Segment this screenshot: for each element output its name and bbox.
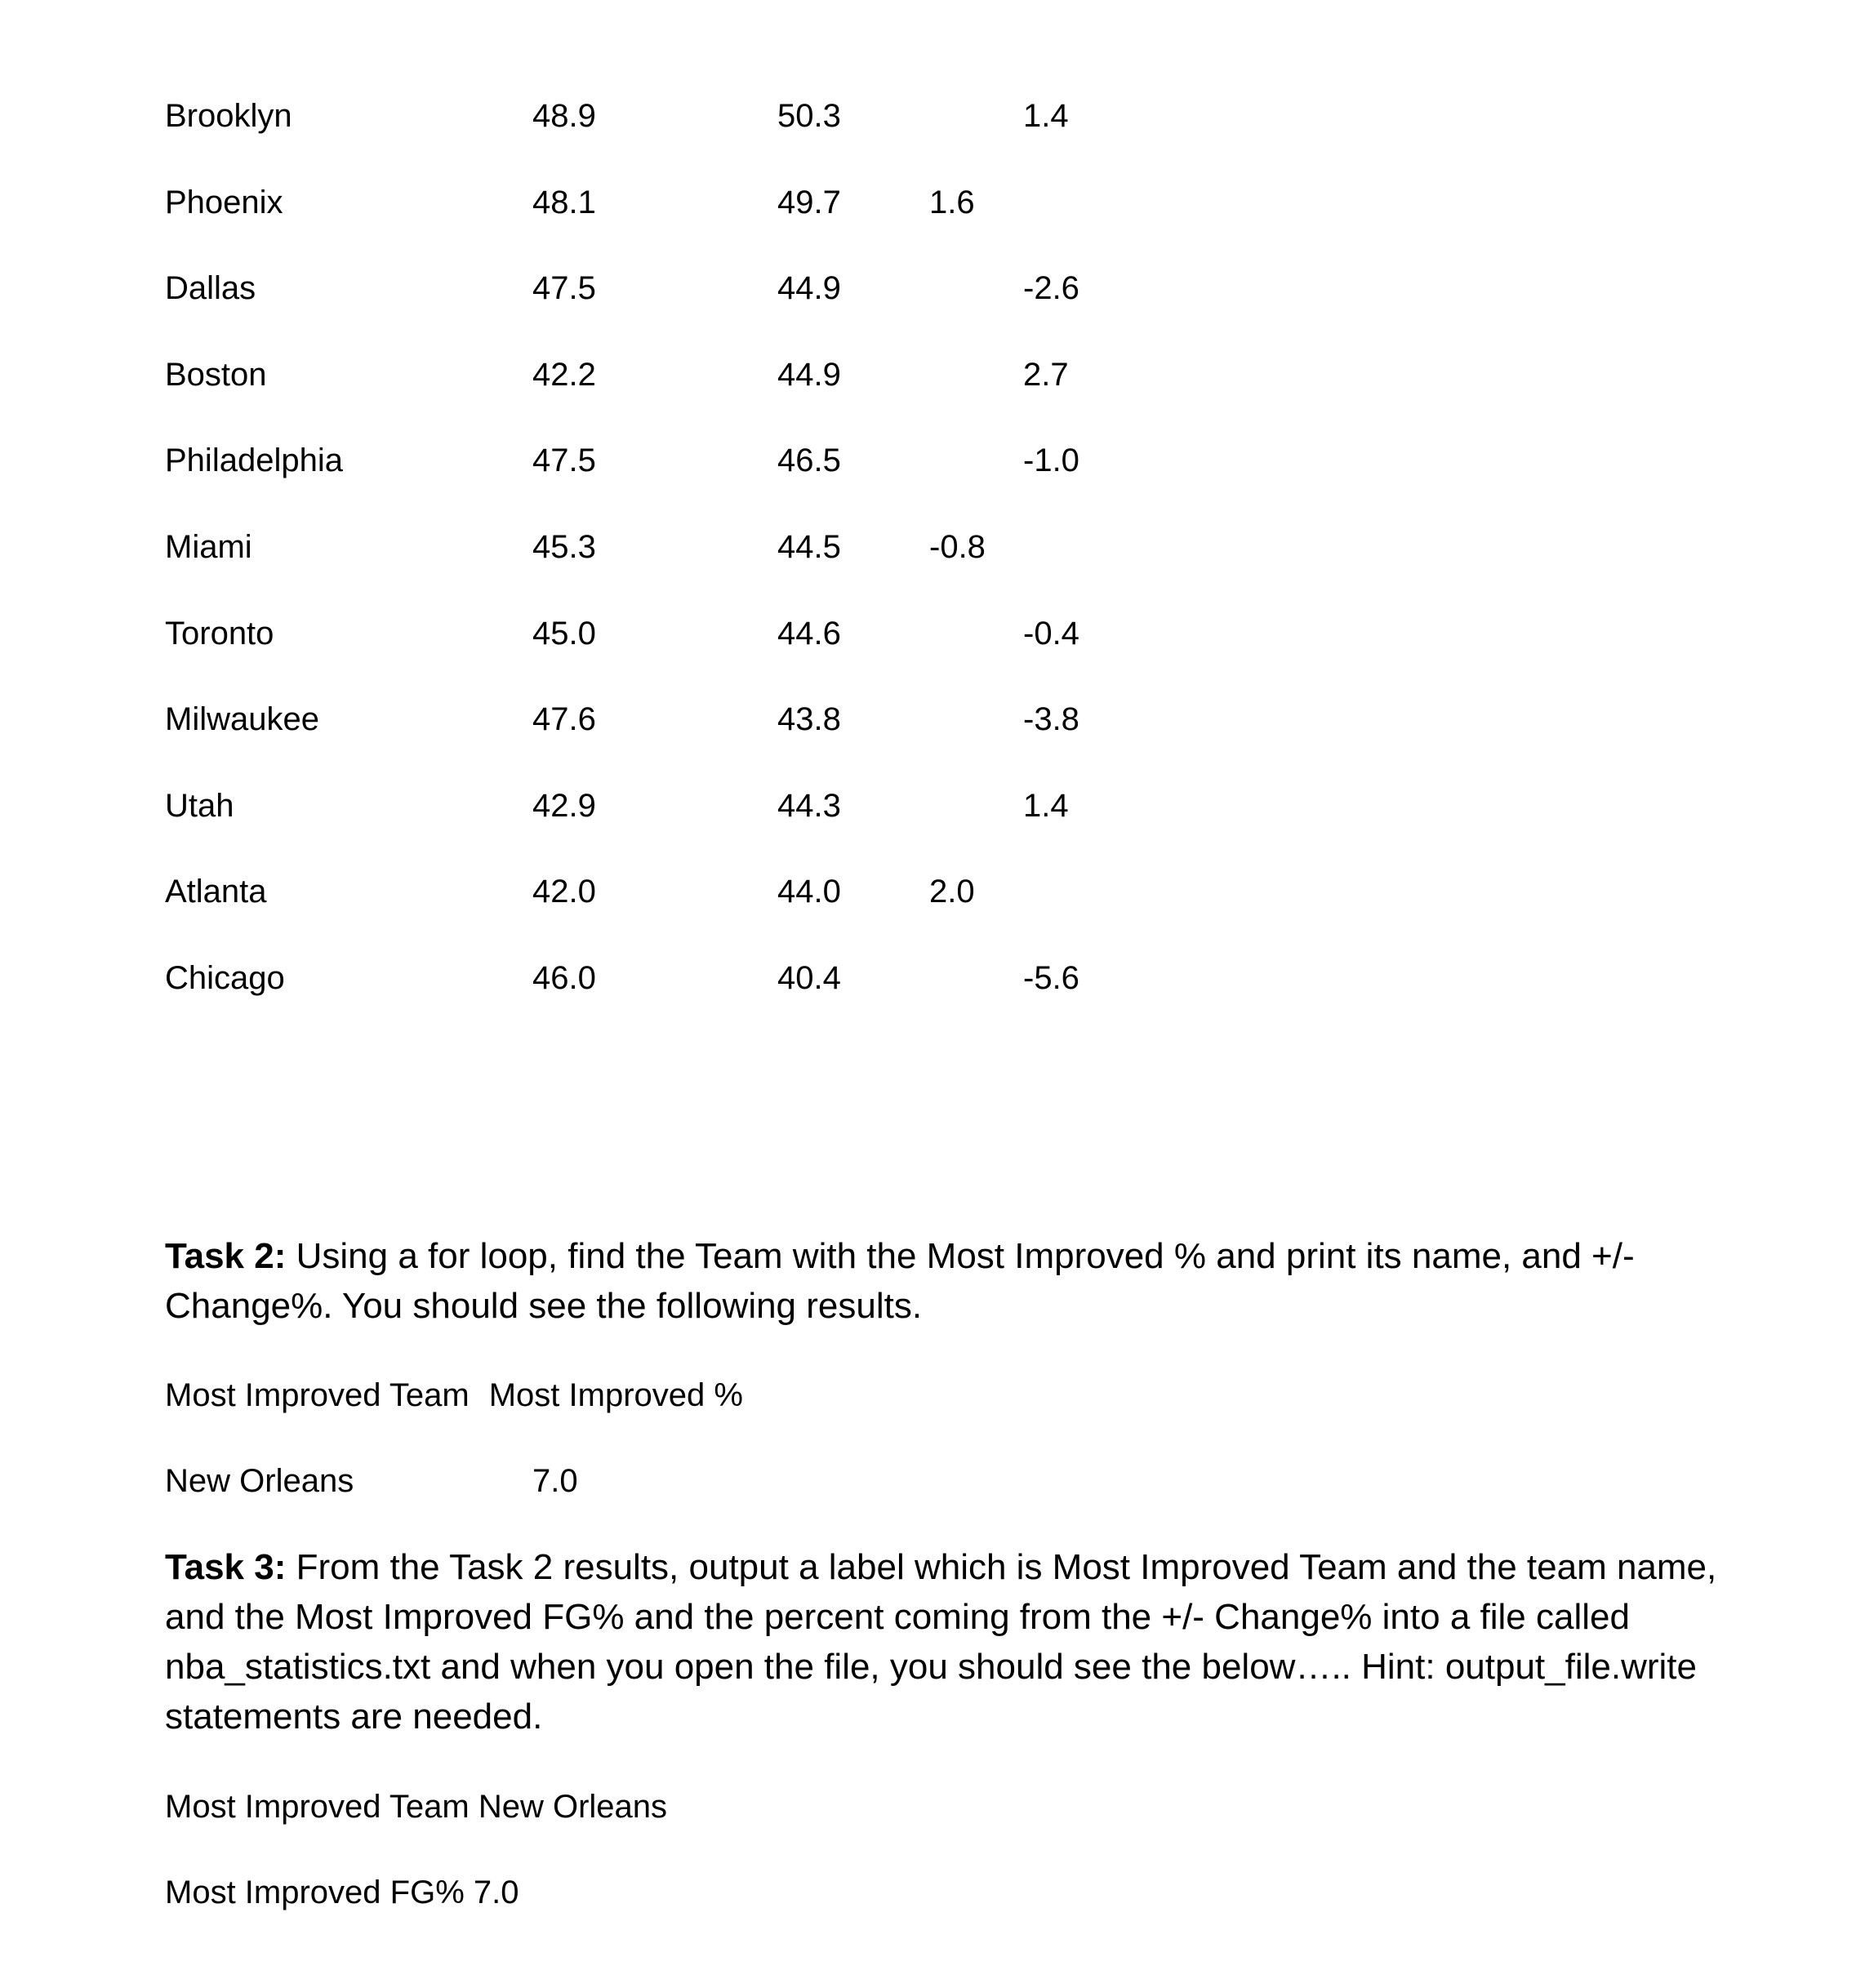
team-name: Toronto [165,615,274,652]
table-row [165,164,1145,251]
change-value: -5.6 [1023,959,1079,996]
team-name: Miami [165,528,252,565]
fg-value-1: 47.5 [532,270,596,307]
change-value: -0.4 [1023,615,1079,652]
team-name: Philadelphia [165,443,343,479]
table-row [165,78,1145,164]
change-value: 2.0 [929,874,975,910]
fg-value-2: 44.9 [777,270,841,307]
change-value: -3.8 [1023,701,1079,738]
table-row [165,681,1145,767]
team-name: Brooklyn [165,98,292,134]
change-value: -2.6 [1023,270,1079,307]
change-value: -1.0 [1023,443,1079,479]
change-value: 1.4 [1023,98,1069,134]
task-2-text: Using a for loop, find the Team with the Most Improved % and print its name, and +/- Change%. You should see the following results. [165,1236,1635,1326]
fg-value-2: 44.6 [777,615,841,652]
fg-value-2: 40.4 [777,959,841,996]
team-name: Chicago [165,959,285,996]
team-name: Boston [165,356,267,393]
fg-value-1: 42.0 [532,874,596,910]
task-2-paragraph [165,1231,1733,1331]
team-name: Utah [165,787,234,824]
team-name: Phoenix [165,184,283,220]
fg-value-1: 42.9 [532,787,596,824]
fg-value-2: 50.3 [777,98,841,134]
team-stats-table [165,78,1145,1026]
fg-value-1: 42.2 [532,356,596,393]
table-row [165,336,1145,423]
task-3-label: Task 3: [165,1547,287,1587]
table-row [165,853,1145,940]
fg-value-2: 44.5 [777,528,841,565]
team-name: Milwaukee [165,701,319,738]
fg-value-1: 47.5 [532,443,596,479]
fg-value-1: 48.9 [532,98,596,134]
fg-value-1: 47.6 [532,701,596,738]
fg-value-2: 44.3 [777,787,841,824]
fg-value-1: 48.1 [532,184,596,220]
fg-value-2: 46.5 [777,443,841,479]
task-2-label: Task 2: [165,1236,287,1276]
table-row [165,940,1145,1026]
table-row [165,767,1145,854]
change-value: 2.7 [1023,356,1069,393]
fg-value-1: 45.0 [532,615,596,652]
change-value: 1.4 [1023,787,1069,824]
result-header [165,1379,743,1412]
task-3-text: From the Task 2 results, output a label which is Most Improved Team and the team name, and the Most Improved FG% and the percent coming from the +/- Change% into a file called nba_statistics.txt and when you open the file, you should see the below….. Hint: output_file.write statements are needed. [165,1547,1717,1737]
fg-value-2: 44.9 [777,356,841,393]
result-header-pct: Most Improved % [488,1377,743,1413]
table-row [165,422,1145,509]
result-header-team: Most Improved Team [165,1377,470,1413]
change-value: -0.8 [929,528,986,565]
fg-value-2: 49.7 [777,184,841,220]
fg-value-2: 44.0 [777,874,841,910]
fg-value-2: 43.8 [777,701,841,738]
table-row [165,509,1145,595]
change-value: 1.6 [929,184,975,220]
team-name: Atlanta [165,874,267,910]
team-name: Dallas [165,270,256,307]
table-row [165,595,1145,682]
result-team: New Orleans [165,1463,354,1499]
table-row [165,250,1145,336]
file-output-line-2: Most Improved FG% 7.0 [165,1875,519,1910]
file-output-line-1: Most Improved Team New Orleans [165,1789,668,1825]
fg-value-1: 45.3 [532,528,596,565]
result-value: 7.0 [532,1463,578,1499]
task-3-paragraph [165,1542,1733,1741]
fg-value-1: 46.0 [532,959,596,996]
